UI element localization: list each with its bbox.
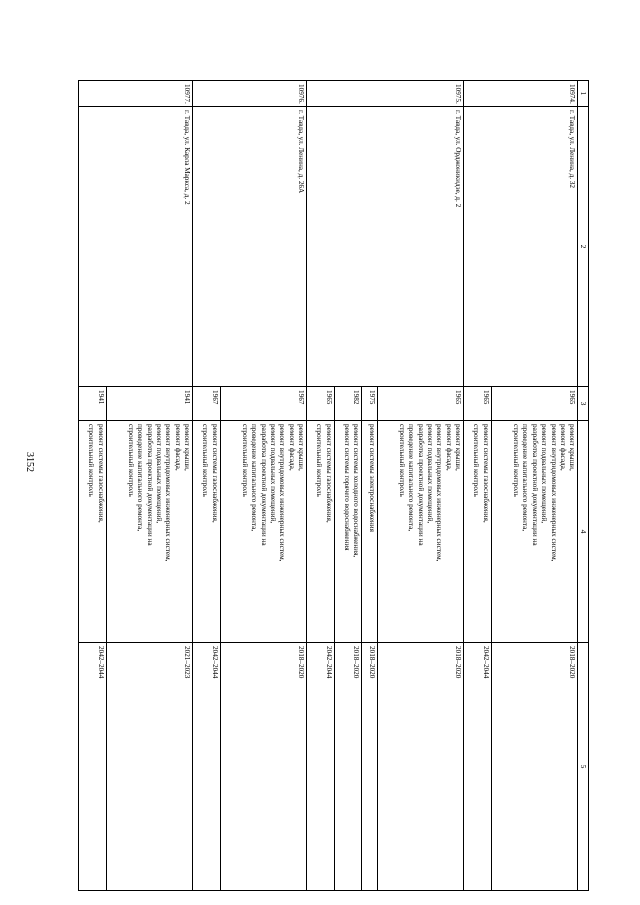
works-cell <box>377 421 464 643</box>
work-item: ремонт фасада, <box>287 424 296 471</box>
work-item: ремонт подвальных помещений, <box>269 424 278 524</box>
work-item: строительный контроль <box>201 424 210 497</box>
year-cell: 1965 <box>307 387 334 421</box>
period-cell: 2042–2044 <box>79 643 107 891</box>
works-cell <box>334 421 361 643</box>
works-cell <box>307 421 334 643</box>
building-address: г. Тавда, ул. Ленина, д. 32 <box>464 107 578 387</box>
work-item: ремонт крыши, <box>183 424 192 471</box>
building-address: г. Тавда, ул. Орджоникидзе, д. 2 <box>307 107 464 387</box>
work-item: разработка проектной документации на <box>530 424 539 546</box>
work-item: ремонт системы газоснабжения, <box>324 424 333 523</box>
record-number: 10976. <box>193 81 307 107</box>
work-item: строительный контроль <box>472 424 481 497</box>
year-cell: 1982 <box>334 387 361 421</box>
work-item: строительный контроль <box>240 424 249 497</box>
works-cell <box>362 421 378 643</box>
work-item: разработка проектной документации на <box>145 424 154 546</box>
work-item: ремонт системы горячего водоснабжения <box>342 424 351 551</box>
work-item: ремонт внутридомовых инженерных систем, <box>549 424 558 562</box>
work-item: ремонт системы газоснабжения, <box>481 424 490 523</box>
work-item: строительный контроль <box>126 424 135 497</box>
work-item: строительный контроль <box>512 424 521 497</box>
year-cell: 1965 <box>464 387 491 421</box>
work-item: строительный контроль <box>398 424 407 497</box>
work-item: разработка проектной документации на <box>416 424 425 546</box>
works-cell <box>220 421 307 643</box>
work-item: ремонт системы газоснабжения, <box>96 424 105 523</box>
works-cell <box>193 421 220 643</box>
work-item: ремонт крыши, <box>454 424 463 471</box>
table-body <box>79 81 578 891</box>
work-item: ремонт системы холодного водоснабжения, <box>352 424 361 558</box>
work-item: строительный контроль <box>87 424 96 497</box>
work-item: проведение капитального ремонта, <box>136 424 145 532</box>
year-cell: 1967 <box>193 387 220 421</box>
works-cell <box>464 421 491 643</box>
header-col-4: 4 <box>578 421 589 643</box>
building-address: г. Тавда, ул. Ленина, д. 26А <box>193 107 307 387</box>
period-cell: 2018–2020 <box>334 643 361 891</box>
work-item: ремонт крыши, <box>568 424 577 471</box>
work-item: ремонт фасада, <box>173 424 182 471</box>
period-cell: 2018–2020 <box>377 643 464 891</box>
work-item: ремонт крыши, <box>297 424 306 471</box>
record-number: 10975. <box>307 81 464 107</box>
year-cell: 1975 <box>362 387 378 421</box>
period-cell: 2021–2023 <box>106 643 193 891</box>
page-number: 3152 <box>24 452 35 472</box>
header-col-5: 5 <box>578 643 589 891</box>
record-number: 10977. <box>79 81 193 107</box>
works-cell <box>491 421 578 643</box>
work-item: ремонт подвальных помещений, <box>426 424 435 524</box>
work-item: ремонт фасада, <box>444 424 453 471</box>
works-cell <box>79 421 107 643</box>
work-item: разработка проектной документации на <box>259 424 268 546</box>
table-row <box>491 81 578 891</box>
repair-schedule-table <box>78 80 589 891</box>
work-item: проведение капитального ремонта, <box>521 424 530 532</box>
period-cell: 2018–2020 <box>491 643 578 891</box>
work-item: ремонт системы электроснабжения <box>367 424 376 532</box>
work-item: ремонт внутридомовых инженерных систем, <box>164 424 173 562</box>
period-cell: 2042–2044 <box>307 643 334 891</box>
table-row <box>377 81 464 891</box>
period-cell: 2042–2044 <box>193 643 220 891</box>
year-cell: 1967 <box>220 387 307 421</box>
works-cell <box>106 421 193 643</box>
work-item: ремонт системы газоснабжения, <box>210 424 219 523</box>
work-item: строительный контроль <box>315 424 324 497</box>
record-number: 10974. <box>464 81 578 107</box>
work-item: проведение капитального ремонта, <box>250 424 259 532</box>
work-item: ремонт внутридомовых инженерных систем, <box>435 424 444 562</box>
year-cell: 1941 <box>79 387 107 421</box>
period-cell: 2018–2020 <box>362 643 378 891</box>
header-col-2: 2 <box>578 107 589 387</box>
building-address: г. Тавда, ул. Карла Маркса, д. 2 <box>79 107 193 387</box>
year-cell: 1965 <box>377 387 464 421</box>
work-item: ремонт внутридомовых инженерных систем, <box>278 424 287 562</box>
year-cell: 1941 <box>106 387 193 421</box>
work-item: ремонт фасада, <box>558 424 567 471</box>
header-col-3: 3 <box>578 387 589 421</box>
period-cell: 2042–2044 <box>464 643 491 891</box>
repair-schedule-table-wrapper <box>78 80 589 890</box>
table-row <box>106 81 193 891</box>
period-cell: 2018–2020 <box>220 643 307 891</box>
year-cell: 1965 <box>491 387 578 421</box>
work-item: проведение капитального ремонта, <box>407 424 416 532</box>
header-col-1: 1 <box>578 81 589 107</box>
work-item: ремонт подвальных помещений, <box>155 424 164 524</box>
work-item: ремонт подвальных помещений, <box>540 424 549 524</box>
table-header-row <box>578 81 589 891</box>
table-row <box>220 81 307 891</box>
